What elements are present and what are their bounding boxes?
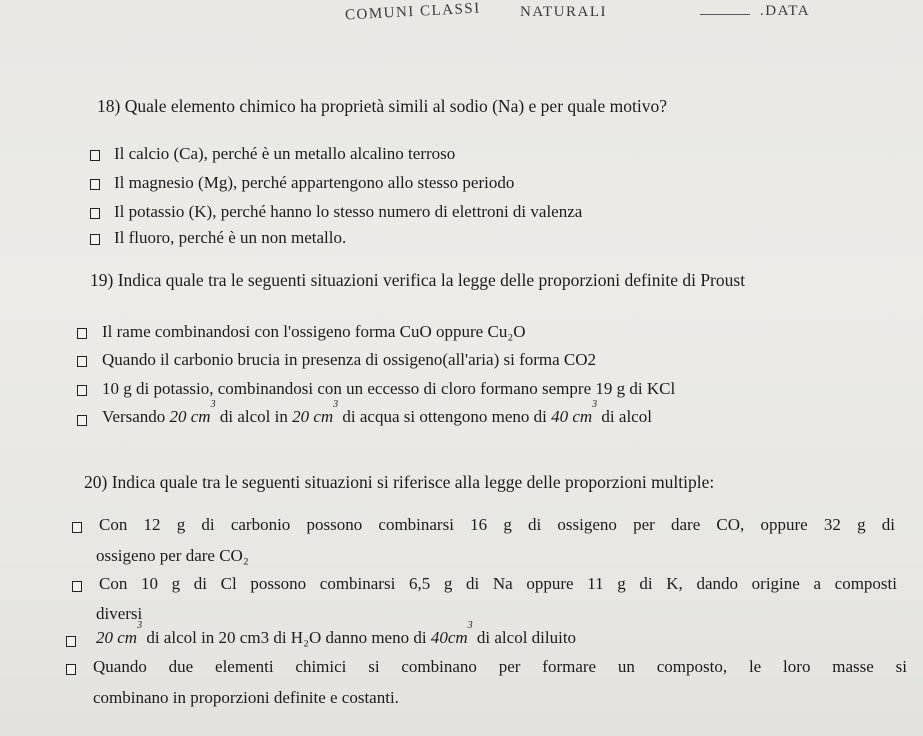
checkbox-q18-a[interactable] [90,150,100,161]
checkbox-q19-d[interactable] [77,415,87,426]
option-q20-a-line2: ossigeno per dare CO₂ [96,546,249,565]
option-q18-d: Il fluoro, perché è un non metallo. [114,228,347,247]
checkbox-q20-a[interactable] [72,522,82,533]
checkbox-q20-d[interactable] [66,664,76,675]
checkbox-q18-b[interactable] [90,179,100,190]
option-q18-a: Il calcio (Ca), perché è un metallo alcalino terroso [114,144,456,163]
option-q20-b-line1: Con 10 g di Cl possono combinarsi 6,5 g di Na oppure 11 g di K, dando origine a composti [99,574,897,593]
volume-20cm3-a: 20 $cm^3$ [169,399,216,426]
volume-40cm3: 40 $cm^3$ [551,399,598,426]
option-q19-a: Il rame combinandosi con l'ossigeno forma CuO oppure Cu₂O [102,322,526,341]
checkbox-q18-c[interactable] [90,208,100,219]
volume-40cm3-c: $40cm^3$ [430,620,473,647]
checkbox-q20-c[interactable] [66,636,76,647]
option-q19-d: Versando 20 $cm^3$ di alcol in 20 $cm^3$ di acqua si ottengono meno di 40 $cm^3$ di alcol [102,399,652,426]
checkbox-q19-c[interactable] [77,385,87,396]
header-rule [700,14,750,15]
option-q20-d-line1: Quando due elementi chimici si combinano per formare un composto, le loro masse si [93,657,907,676]
checkbox-q19-a[interactable] [77,328,87,339]
option-q18-c: Il potassio (K), perché hanno lo stesso numero di elettroni di valenza [114,202,583,221]
option-q20-d-line2: combinano in proporzioni definite e costanti. [93,688,399,707]
checkbox-q20-b[interactable] [72,581,82,592]
option-q20-b-line2: diversi [96,604,143,623]
option-q19-b: Quando il carbonio brucia in presenza di ossigeno(all'aria) si forma CO2 [102,350,597,369]
checkbox-q18-d[interactable] [90,234,100,245]
question-18: 18) Quale elemento chimico ha proprietà simili al sodio (Na) e per quale motivo? [97,96,668,116]
question-20: 20) Indica quale tra le seguenti situazioni si riferisce alla legge delle proporzioni multiple: [84,472,715,492]
worksheet-header [0,0,923,28]
question-19: 19) Indica quale tra le seguenti situazioni verifica la legge delle proporzioni definite di Proust [90,270,746,290]
option-q20-a-line1: Con 12 g di carbonio possono combinarsi 16 g di ossigeno per dare CO, oppure 32 g di [99,515,895,534]
header-subject-label: NATURALI [520,4,607,20]
header-date-label: .DATA [760,3,811,19]
option-q20-c: 20 $cm^3$ di alcol in 20 cm3 di H₂O danno meno di $40cm^3$ di alcol diluito [96,620,577,647]
volume-20cm3-b: 20 $cm^3$ [292,399,339,426]
option-q18-b: Il magnesio (Mg), perché appartengono allo stesso periodo [114,173,515,192]
header-classes-label: COMUNI CLASSI [344,0,482,24]
option-q19-c: 10 g di potassio, combinandosi con un eccesso di cloro formano sempre 19 g di KCl [102,379,676,398]
volume-20cm3-c: 20 $cm^3$ [96,620,143,647]
checkbox-q19-b[interactable] [77,356,87,367]
